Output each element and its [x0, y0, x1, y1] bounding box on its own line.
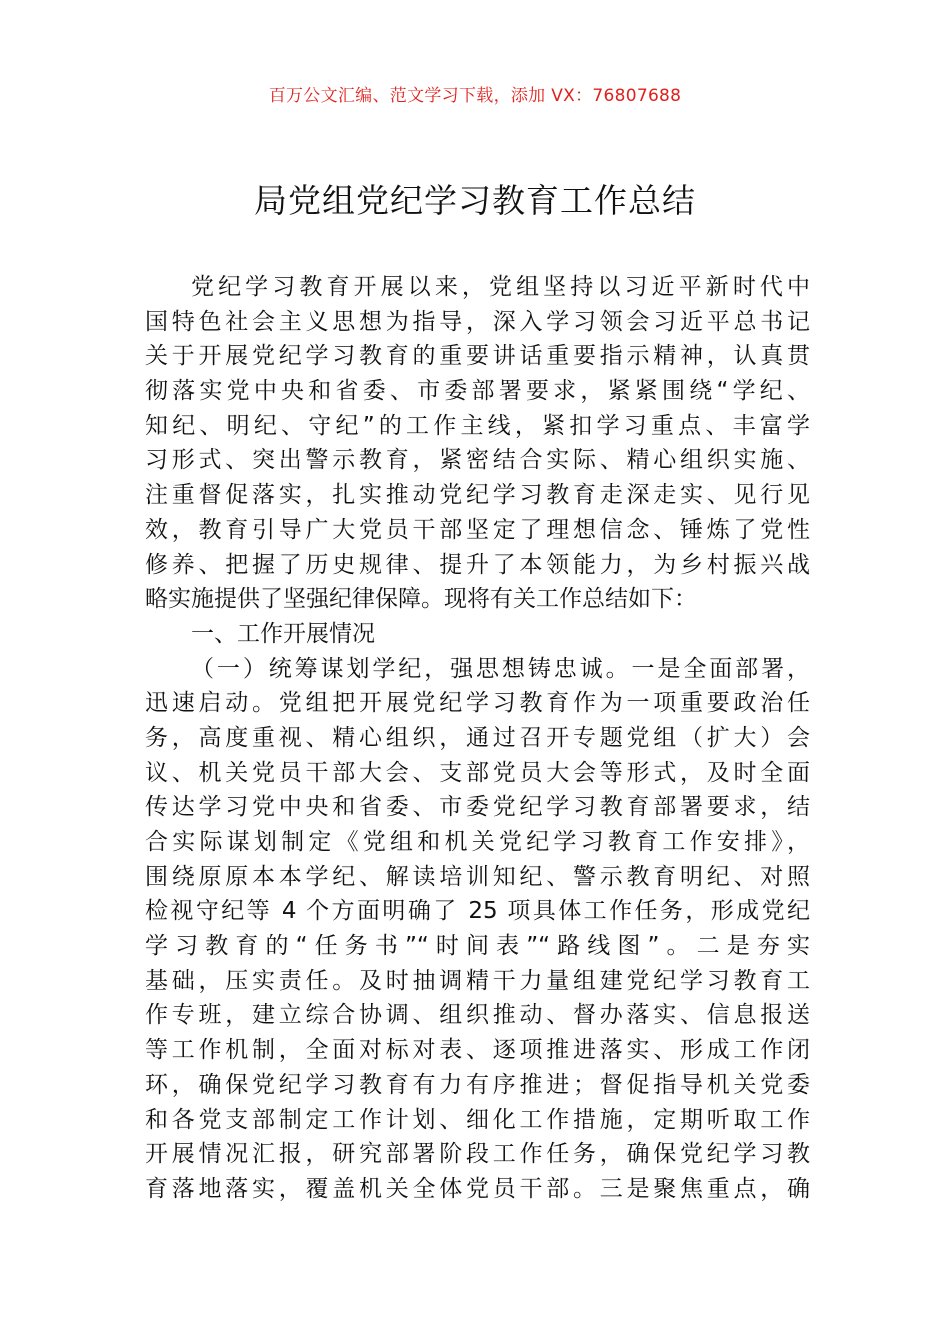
paragraph-line: 注重督促落实，扎实推动党纪学习教育走深走实、见行见	[145, 482, 810, 509]
paragraph-line: 效，教育引导广大党员干部坚定了理想信念、锤炼了党性	[145, 516, 810, 543]
paragraph-line: 国特色社会主义思想为指导，深入学习领会习近平总书记	[145, 308, 810, 335]
header-watermark-note: 百万公文汇编、范文学习下载，添加 VX：76807688	[268, 86, 682, 106]
paragraph-line: 和各党支部制定工作计划、细化工作措施，定期听取工作	[145, 1106, 810, 1133]
paragraph-line: 合实际谋划制定《党组和机关党纪学习教育工作安排》，	[145, 829, 810, 855]
paragraph-line: 关于开展党纪学习教育的重要讲话重要指示精神，认真贯	[145, 343, 810, 370]
document-body	[145, 270, 810, 1207]
paragraph-line: 等工作机制，全面对标对表、逐项推进落实、形成工作闭	[145, 1037, 810, 1064]
paragraph-line: 开展情况汇报，研究部署阶段工作任务，确保党纪学习教	[145, 1141, 810, 1168]
paragraph-line: 迅速启动。党组把开展党纪学习教育作为一项重要政治任	[145, 690, 810, 717]
paragraph-line: 围绕原原本本学纪、解读培训知纪、警示教育明纪、对照	[145, 863, 810, 890]
paragraph-line: 彻落实党中央和省委、市委部署要求，紧紧围绕“学纪、	[145, 378, 810, 405]
paragraph-line: 修养、把握了历史规律、提升了本领能力，为乡村振兴战	[145, 551, 810, 578]
paragraph-line: 议、机关党员干部大会、支部党员大会等形式，及时全面	[145, 759, 810, 786]
paragraph-line: 检视守纪等 4 个方面明确了 25 项具体工作任务，形成党纪	[145, 898, 810, 925]
paragraph-line: 环，确保党纪学习教育有力有序推进；督促指导机关党委	[145, 1071, 810, 1098]
paragraph-line: 作专班，建立综合协调、组织推动、督办落实、信息报送	[145, 1002, 810, 1029]
paragraph-line: 党纪学习教育开展以来，党组坚持以习近平新时代中	[191, 274, 810, 300]
document-title: 局党组党纪学习教育工作总结	[254, 181, 696, 220]
section-heading: 一、工作开展情况	[191, 620, 375, 647]
paragraph-line: 传达学习党中央和省委、市委党纪学习教育部署要求，结	[145, 794, 810, 821]
paragraph-line: 习形式、突出警示教育，紧密结合实际、精心组织实施、	[145, 447, 810, 474]
paragraph-line: 基础，压实责任。及时抽调精干力量组建党纪学习教育工	[145, 967, 810, 994]
paragraph-line: 知纪、明纪、守纪”的工作主线，紧扣学习重点、丰富学	[145, 412, 810, 439]
paragraph-line: 育落地落实，覆盖机关全体党员干部。三是聚焦重点，确	[145, 1175, 810, 1202]
paragraph-line: 务，高度重视、精心组织，通过召开专题党组（扩大）会	[145, 724, 810, 751]
paragraph-line: （一）统筹谋划学纪，强思想铸忠诚。一是全面部署，	[191, 655, 810, 682]
paragraph-line: 略实施提供了坚强纪律保障。现将有关工作总结如下：	[145, 586, 697, 613]
paragraph-line: 学习教育的“任务书”“时间表”“路线图”。二是夯实	[145, 933, 810, 960]
